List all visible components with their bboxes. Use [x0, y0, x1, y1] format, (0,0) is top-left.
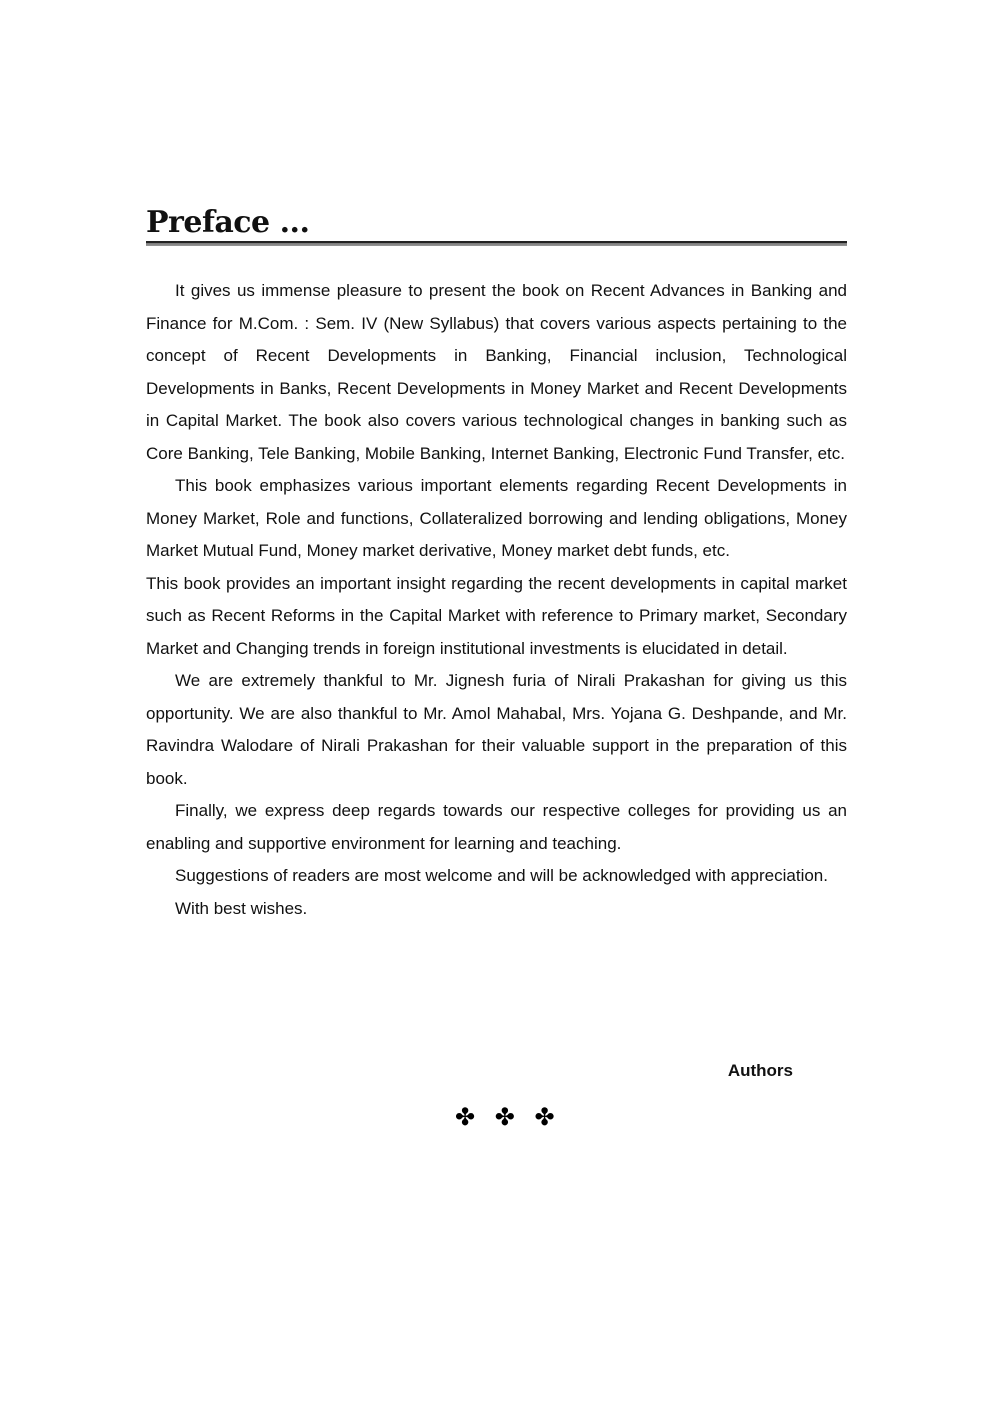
- paragraph: We are extremely thankful to Mr. Jignesh furia of Nirali Prakashan for giving us this opportunity. We are also thankful to Mr. Amol Mahabal, Mrs. Yojana G. Deshpande, and Mr. Ravindra Walodare of Nirali Prakashan for their valuable support in the preparation of this book.: [146, 671, 847, 788]
- paragraph: Finally, we express deep regards towards our respective colleges for providing us an enabling and supportive environment for learning and teaching.: [146, 801, 847, 853]
- page-title: Preface ...: [146, 205, 310, 240]
- paragraph: It gives us immense pleasure to present the book on Recent Advances in Banking and Finance for M.Com. : Sem. IV (New Syllabus) that covers various aspects pertaining to the concept of Recent Developments in Banking, Financial inclusion, Technological Developments in Banks, Recent Developments in Money Market and Recent Developments in Capital Market. The book also covers various technological changes in banking such as Core Banking, Tele Banking, Mobile Banking, Internet Banking, Electronic Fund Transfer, etc.: [146, 281, 847, 463]
- signature: Authors: [727, 1061, 793, 1080]
- paragraph: With best wishes.: [175, 898, 308, 918]
- paragraph: Suggestions of readers are most welcome and will be acknowledged with appreciation.: [175, 866, 828, 885]
- paragraph: This book emphasizes various important elements regarding Recent Developments in Money Market, Role and functions, Collateralized borrowing and lending obligations, Money Market Mutual Fund, Money market derivative, Money market debt funds, etc.: [146, 476, 847, 560]
- paragraph: This book provides an important insight regarding the recent developments in capital market such as Recent Reforms in the Capital Market with reference to Primary market, Secondary Market and Changing trends in foreign institutional investments is elucidated in detail.: [146, 573, 847, 658]
- preface-body: [146, 275, 847, 925]
- heading-divider: [146, 241, 847, 246]
- flower-ornament-icon: ✤ ✤ ✤: [455, 1103, 561, 1131]
